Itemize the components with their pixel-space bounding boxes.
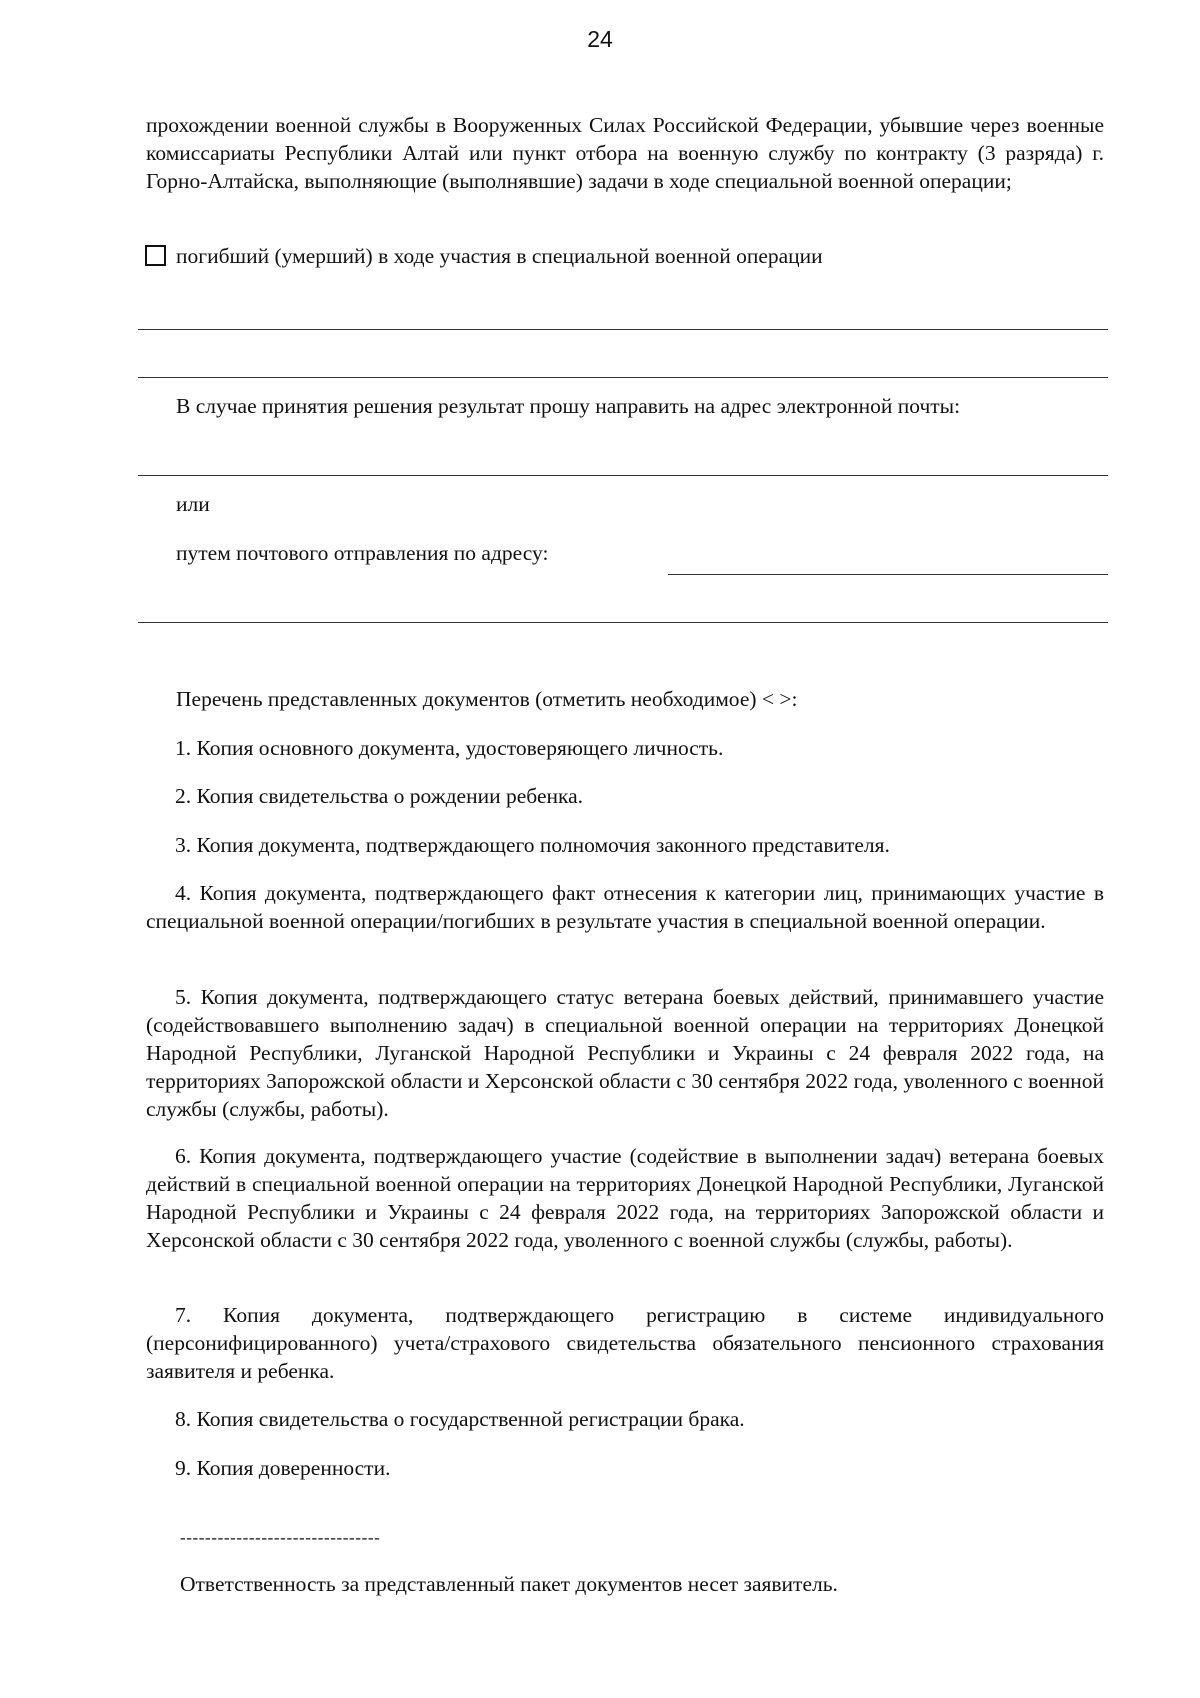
document-item-3: 3. Копия документа, подтверждающего полномочия законного представителя. bbox=[175, 833, 890, 857]
document-item-4: 4. Копия документа, подтверждающего факт отнесения к категории лиц, принимающих участие в специальной военной операции/погибших в результате участия в специальной военной операции. bbox=[146, 881, 1104, 933]
blank-line-1[interactable] bbox=[138, 329, 1108, 330]
document-item-1: 1. Копия основного документа, удостоверяющего личность. bbox=[175, 736, 724, 760]
document-item-9: 9. Копия доверенности. bbox=[175, 1456, 391, 1480]
deceased-checkbox-label: погибший (умерший) в ходе участия в специальной военной операции bbox=[176, 244, 823, 268]
postal-address-line-2[interactable] bbox=[138, 622, 1108, 623]
email-address-line[interactable] bbox=[138, 475, 1108, 476]
document-item-5: 5. Копия документа, подтверждающего статус ветерана боевых действий, принимавшего участие (содействовавшего выполнению задач) в специальной военной операции на территориях Донецкой Народной Республики, Луганской Народной Республики и Украины с 24 февраля 2022 года, на территориях Запорожской области и Херсонской области с 30 сентября 2022 года, уволенного с военной службы (службы, работы). bbox=[146, 985, 1104, 1121]
page-number: 24 bbox=[587, 26, 613, 52]
postal-prompt: путем почтового отправления по адресу: bbox=[176, 541, 549, 565]
footnote-separator: -------------------------------- bbox=[180, 1528, 381, 1547]
document-item-2: 2. Копия свидетельства о рождении ребенка. bbox=[175, 784, 584, 808]
postal-address-line-1[interactable] bbox=[668, 574, 1108, 575]
or-label: или bbox=[176, 492, 210, 516]
deceased-checkbox[interactable] bbox=[145, 245, 166, 266]
email-prompt: В случае принятия решения результат прошу направить на адрес электронной почты: bbox=[176, 394, 961, 418]
document-item-7: 7. Копия документа, подтверждающего регистрацию в системе индивидуального (персонифицированного) учета/страхового свидетельства обязательного пенсионного страхования заявителя и ребенка. bbox=[146, 1303, 1104, 1383]
footnote-text: Ответственность за представленный пакет документов несет заявитель. bbox=[180, 1572, 838, 1596]
documents-heading: Перечень представленных документов (отметить необходимое) < >: bbox=[176, 687, 798, 711]
document-item-8: 8. Копия свидетельства о государственной регистрации брака. bbox=[175, 1407, 745, 1431]
intro-paragraph: прохождении военной службы в Вооруженных Силах Российской Федерации, убывшие через военные комиссариаты Республики Алтай или пункт отбора на военную службу по контракту (3 разряда) г. Горно-Алтайска, выполняющие (выполнявшие) задачи в ходе специальной военной операции; bbox=[146, 113, 1104, 193]
blank-line-2[interactable] bbox=[138, 377, 1108, 378]
document-item-6: 6. Копия документа, подтверждающего участие (содействие в выполнении задач) ветерана боевых действий в специальной военной операции на территориях Донецкой Народной Республики, Луганской Народной Республики и Украины с 24 февраля 2022 года, на территориях Запорожской области и Херсонской области с 30 сентября 2022 года, уволенного с военной службы (службы, работы). bbox=[146, 1144, 1104, 1252]
